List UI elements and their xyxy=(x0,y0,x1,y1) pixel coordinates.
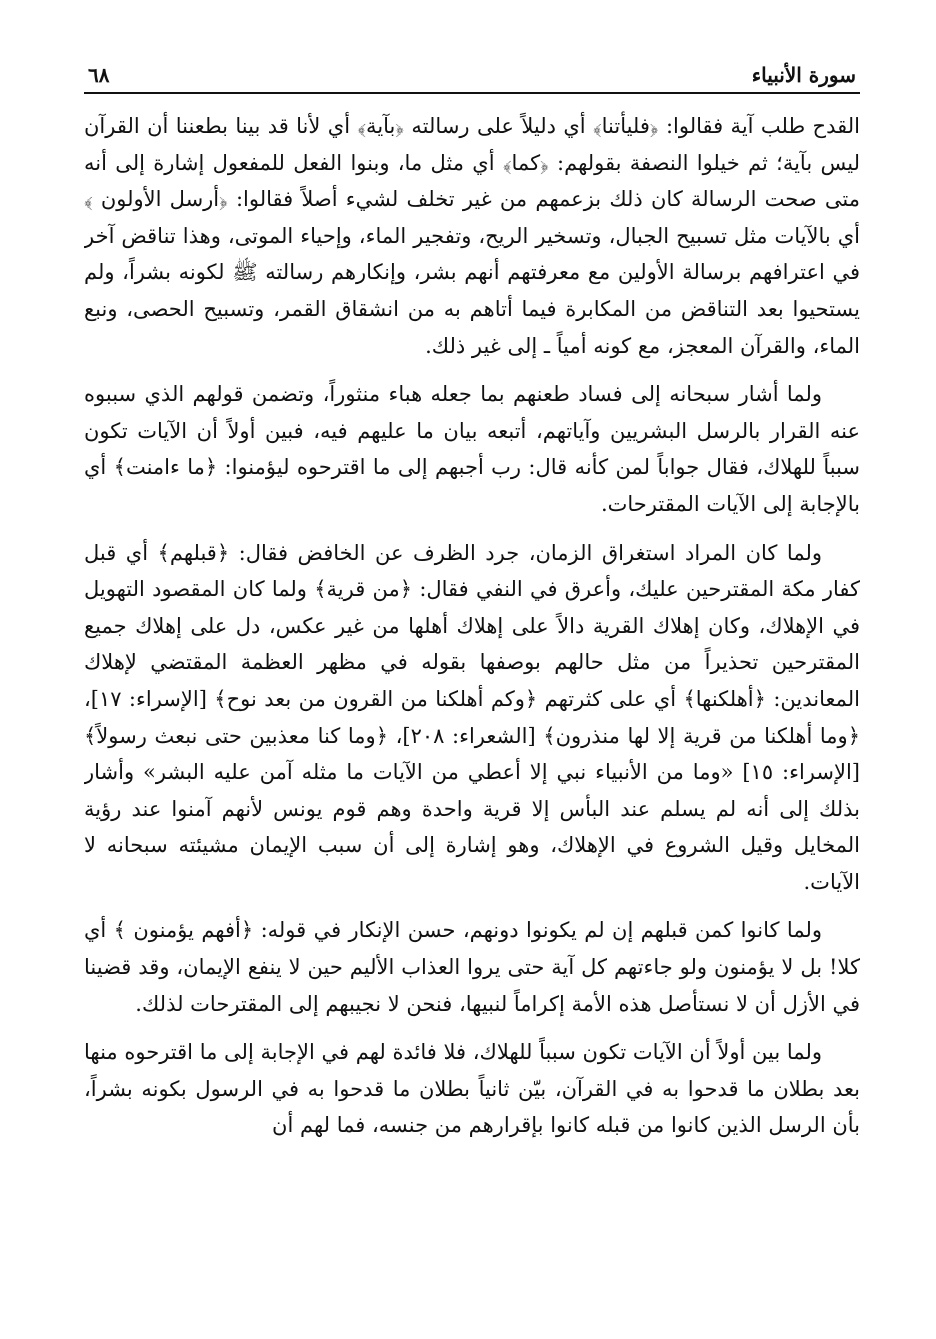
paragraph: ولما أشار سبحانه إلى فساد طعنهم بما جعله هباء منثوراً، وتضمن قولهم الذي سببوه عنه القرار بالرسل البشريين وآياتهم، أتبعه بيان ما عليهم فيه، فبين أولاً أن الآيات تكون سبباً للهلاك، فقال جواباً لمن كأنه قال: رب أجبهم إلى ما اقترحوه ليؤمنوا: ﴿ما ءامنت﴾ أي بالإجابة إلى الآيات المقترحات. xyxy=(84,382,860,516)
surah-title: سورة الأنبياء xyxy=(751,63,856,87)
paragraph: القدح طلب آية فقالوا: ﴿فليأتنا﴾ أي دليلاً على رسالته ﴿بآية﴾ أي لأنا قد بينا بطعننا أن القرآن ليس بآية؛ ثم خيلوا النصفة بقولهم: ﴿كما﴾ أي مثل ما، وبنوا الفعل للمفعول إشارة إلى أنه متى صحت الرسالة كان ذلك بزعمهم من غير تخلف لشيء أصلاً فقالوا: ﴿أرسل الأولون ﴾ أي بالآيات مثل تسبيح الجبال، وتسخير الريح، وتفجير الماء، وإحياء الموتى، وهذا تناقض آخر في اعترافهم برسالة الأولين مع معرفتهم أنهم بشر، وإنكارهم رسالته ﷺ لكونه بشراً، ولم يستحيوا بعد التناقض من المكابرة فيما أتاهم به من انشقاق القمر، وتسبيح الحصى، ونبع الماء، والقرآن المعجز، مع كونه أمياً ـ إلى غير ذلك. xyxy=(84,114,860,358)
page-body xyxy=(84,108,860,1144)
paragraph: ولما كانوا كمن قبلهم إن لم يكونوا دونهم، حسن الإنكار في قوله: ﴿أفهم يؤمنون ﴾ أي كلا! بل لا يؤمنون ولو جاءتهم كل آية حتى يروا العذاب الأليم حين لا ينفع الإيمان، وقد قضينا في الأزل أن لا نستأصل هذه الأمة إكراماً لنبيها، فنحن لا نجيبهم إلى المقترحات لذلك. xyxy=(84,918,860,1016)
page-number: ٦٨ xyxy=(88,63,110,87)
book-page xyxy=(84,52,860,1322)
page-header xyxy=(84,52,860,94)
paragraph: ولما كان المراد استغراق الزمان، جرد الظرف عن الخافض فقال: ﴿قبلهم﴾ أي قبل كفار مكة المقترحين عليك، وأعرق في النفي فقال: ﴿من قرية﴾ ولما كان المقصود التهويل في الإهلاك، وكان إهلاك القرية دالاً على إهلاك أهلها من غير عكس، دل على إهلاك جميع المقترحين تحذيراً من مثل حالهم بوصفها بقوله في مظهر العظمة المقتضي لإهلاك المعاندين: ﴿أهلكنها﴾ أي على كثرتهم ﴿وكم أهلكنا من القرون من بعد نوح﴾ [الإسراء: ١٧]، ﴿وما أهلكنا من قرية إلا لها منذرون﴾ [الشعراء: ٢٠٨]، ﴿وما كنا معذبين حتى نبعث رسولاً﴾ [الإسراء: ١٥] «وما من الأنبياء نبي إلا أعطي من الآيات ما مثله آمن عليه البشر» وأشار بذلك إلى أنه لم يسلم عند البأس إلا قرية واحدة وهم قوم يونس لأنهم آمنوا عند رؤية المخايل وقيل الشروع في الإهلاك، وهو إشارة إلى أن سبب الإيمان مشيئته سبحانه لا الآيات. xyxy=(84,540,860,894)
paragraph: ولما بين أولاً أن الآيات تكون سبباً للهلاك، فلا فائدة لهم في الإجابة إلى ما اقترحوه منها بعد بطلان ما قدحوا به في القرآن، بيّن ثانياً بطلان ما قدحوا به في الرسول بكونه بشراً، بأن الرسل الذين كانوا من قبله كانوا بإقرارهم من جنسه، فما لهم أن xyxy=(84,1040,860,1138)
